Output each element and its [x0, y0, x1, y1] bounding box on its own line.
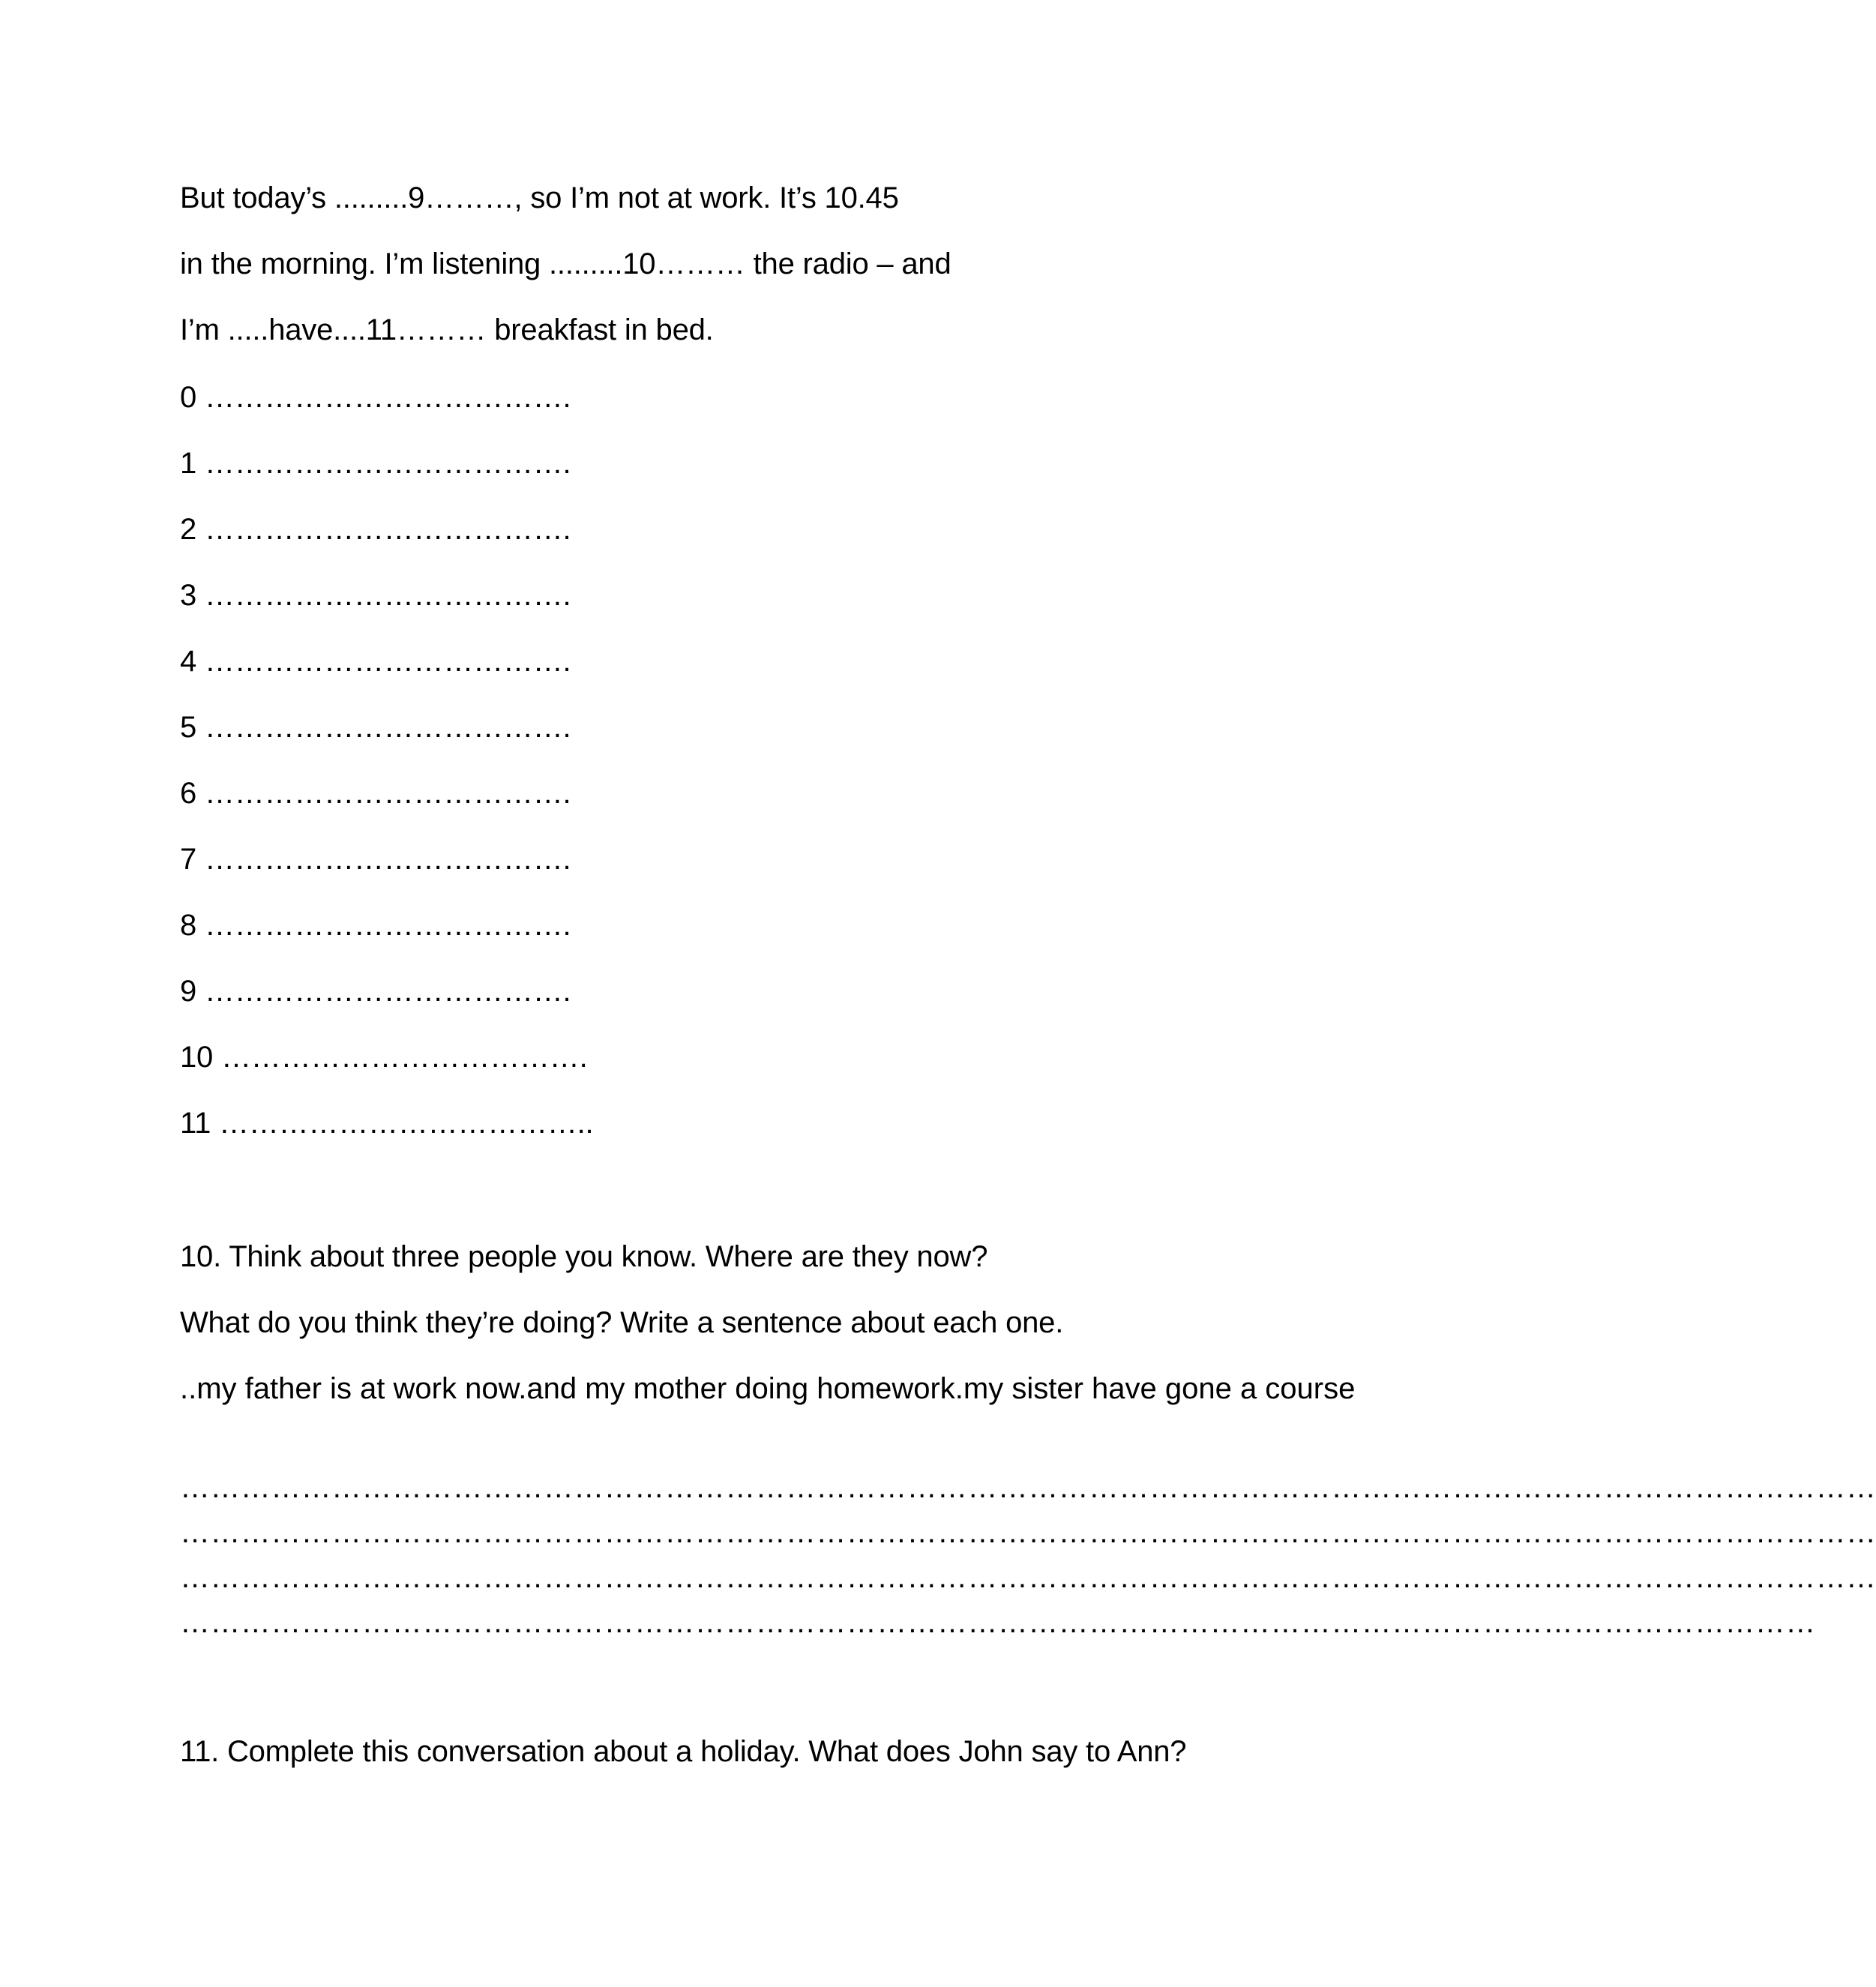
answer-line-8: 8 ……………………………….	[180, 909, 571, 942]
answer-line-2: 2 ……………………………….	[180, 513, 571, 546]
exercise-10-title: 10. Think about three people you know. Where are they now?	[180, 1240, 988, 1273]
answer-line-11: 11 ………………………………..	[180, 1107, 594, 1140]
answer-line-7: 7 ……………………………….	[180, 843, 571, 876]
writing-dots-line-4: ………………………………………………………………………………………………………………………………………………	[180, 1606, 1816, 1639]
answer-line-5: 5 ……………………………….	[180, 711, 571, 744]
answer-line-6: 6 ……………………………….	[180, 777, 571, 810]
exercise-10-response: ..my father is at work now.and my mother doing homework.my sister have gone a course	[180, 1372, 1356, 1405]
answer-line-0: 0 ……………………………….	[180, 381, 571, 414]
answer-line-9: 9 ……………………………….	[180, 975, 571, 1008]
exercise-11-title: 11. Complete this conversation about a holiday. What does John say to Ann?	[180, 1735, 1187, 1768]
writing-dots-line-3: ……………………………………………………………………………………………………………………………………………………	[180, 1561, 1876, 1594]
answer-line-4: 4 ……………………………….	[180, 645, 571, 678]
writing-dots-line-2: ……………………………………………………………………………………………………………………………………………………	[180, 1516, 1876, 1549]
passage-line-1: But today’s .........9………, so I’m not at work. It’s 10.45	[180, 181, 899, 214]
writing-dots-line-1: ……………………………………………………………………………………………………………………………………………………	[180, 1471, 1876, 1504]
passage-line-3: I’m .....have....11……… breakfast in bed.	[180, 313, 714, 346]
exercise-10-instruction: What do you think they’re doing? Write a sentence about each one.	[180, 1306, 1064, 1339]
answer-line-1: 1 ……………………………….	[180, 447, 571, 480]
passage-line-2: in the morning. I’m listening .........10……… the radio – and	[180, 247, 951, 280]
answer-line-10: 10 ……………………………….	[180, 1041, 588, 1074]
answer-line-3: 3 ……………………………….	[180, 579, 571, 612]
